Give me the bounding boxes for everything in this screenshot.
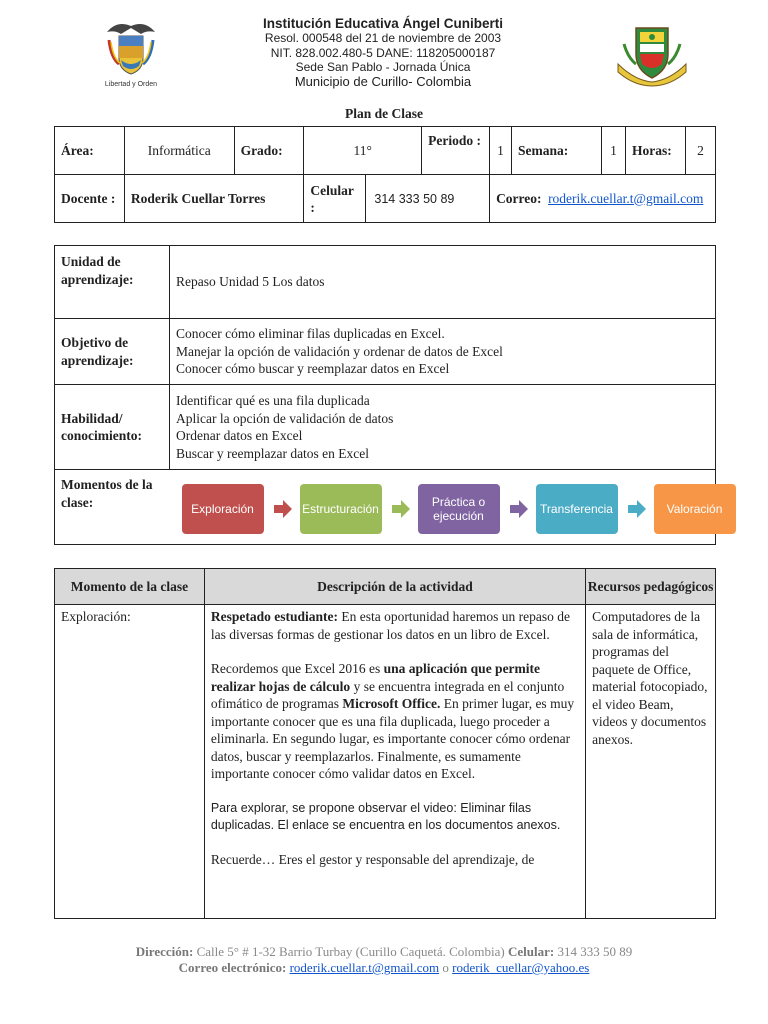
email-label: Correo: [496, 190, 542, 206]
page-title: Plan de Clase [344, 106, 423, 121]
footer-phone-label: Celular: [507, 944, 555, 959]
col-description-header: Descripción de la actividad [204, 569, 585, 605]
hours-label: Horas: [625, 127, 685, 175]
document-header [0, 14, 768, 96]
page-footer [0, 944, 768, 976]
week-label: Semana: [512, 127, 602, 175]
address-value: Calle 5° # 1-32 Barrio Turbay (Curillo Caquetá. Colombia) [193, 944, 508, 959]
objective-item: Conocer cómo buscar y reemplazar datos en Excel [176, 361, 450, 376]
municipality-line: Municipio de Curillo- Colombia [294, 73, 472, 89]
description-paragraph-4: Recuerde… Eres el gestor y responsable del aprendizaje, de [210, 851, 535, 867]
activity-row [55, 605, 716, 919]
skill-item: Identificar qué es una fila duplicada [176, 393, 370, 408]
nit-line: NIT. 828.002.480-5 DANE: 118205000187 [270, 45, 496, 60]
institution-block [190, 16, 576, 89]
phone-value: 314 333 50 89 [374, 191, 455, 206]
unit-label: Unidad de aprendizaje: [55, 246, 170, 319]
activities-header-row [55, 569, 716, 605]
week-value: 1 [601, 127, 625, 175]
moments-flow [170, 471, 723, 543]
greeting-bold: Respetado estudiante: [210, 609, 338, 624]
col-resources-header: Recursos pedagógicos [586, 569, 716, 605]
activity-description [204, 605, 585, 919]
colombia-coat-of-arms [100, 18, 162, 96]
crest-motto: Libertad y Orden [104, 81, 158, 88]
info-row-2 [55, 175, 716, 223]
address-label: Dirección: [135, 944, 194, 959]
right-arrow-icon [628, 500, 646, 518]
skill-item: Ordenar datos en Excel [176, 428, 303, 443]
skill-item: Aplicar la opción de validación de datos [176, 410, 394, 426]
skill-item: Buscar y reemplazar datos en Excel [176, 445, 370, 461]
unit-row [55, 246, 716, 319]
period-value: 1 [490, 127, 512, 175]
institution-name: Institución Educativa Ángel Cuniberti [262, 16, 504, 31]
description-paragraph-2: Recordemos que Excel 2016 es una aplicación que permite realizar hojas de cálculo y se encuentra integrada en el conjunto ofimático de programas Microsoft Office. En primer lugar, es muy importante conocer que es una fila duplicada, luego proceder a eliminarla. En segundo lugar, es importante conocer cómo ordenar datos, buscar y reemplazarlos. Finalmente, es sumamente importante conocer cómo validar datos en Excel. [210, 661, 575, 781]
skill-list [170, 385, 716, 470]
footer-address-line [0, 944, 768, 960]
description-paragraph-1: Respetado estudiante: En esta oportunidad haremos un repaso de las diversas formas de gestionar los datos en un libro de Excel. [210, 609, 571, 642]
right-arrow-icon [392, 500, 410, 518]
footer-email-link-2[interactable]: roderik_cuellar@yahoo.es [452, 960, 590, 975]
email-link[interactable]: roderik.cuellar.t@gmail.com [548, 190, 704, 206]
sede-line: Sede San Pablo - Jornada Única [295, 60, 471, 74]
footer-phone-value: 314 333 50 89 [554, 944, 633, 959]
moment-box-practice: Práctica o ejecución [418, 484, 500, 534]
objective-item: Manejar la opción de validación y ordenar de datos de Excel [176, 343, 503, 359]
moment-box-exploration: Exploración [182, 484, 264, 534]
period-label: Periodo : [422, 127, 490, 175]
right-arrow-icon [274, 500, 292, 518]
skill-label: Habilidad/ conocimiento: [55, 385, 170, 470]
activity-moment: Exploración: [55, 605, 205, 919]
condor-crest-icon [103, 18, 159, 80]
moment-box-transfer: Transferencia [536, 484, 618, 534]
email-cell [490, 175, 716, 223]
teacher-label: Docente : [55, 175, 125, 223]
objective-list [170, 319, 716, 385]
moments-row [55, 470, 716, 545]
footer-email-line: Correo electrónico: roderik.cuellar.t@gmail.com o roderik_cuellar@yahoo.es [178, 960, 590, 975]
resolution-line: Resol. 000548 del 21 de noviembre de 2003 [264, 31, 502, 45]
moment-box-assessment: Valoración [654, 484, 736, 534]
school-shield-icon [614, 24, 690, 90]
moments-label: Momentos de la clase: [55, 470, 170, 545]
moment-box-structuring: Estructuración [300, 484, 382, 534]
footer-email-link-1[interactable]: roderik.cuellar.t@gmail.com [289, 960, 440, 975]
objective-item: Conocer cómo eliminar filas duplicadas en Excel. [176, 326, 445, 341]
description-paragraph-3: Para explorar, se propone observar el video: Eliminar filas duplicadas. El enlace se encuentra en los documentos anexos. [210, 800, 561, 832]
plan-table [54, 245, 723, 545]
objective-label: Objetivo de aprendizaje: [55, 319, 170, 385]
col-moment-header: Momento de la clase [55, 569, 205, 605]
unit-value: Repaso Unidad 5 Los datos [170, 246, 716, 319]
phone-cell [304, 175, 490, 223]
grade-value: 11° [304, 127, 422, 175]
grade-label: Grado: [234, 127, 304, 175]
area-value: Informática [124, 127, 234, 175]
footer-email-label: Correo electrónico: [178, 960, 287, 975]
info-row-1 [55, 127, 716, 175]
skill-row [55, 385, 716, 470]
moments-flow-cell [170, 470, 723, 545]
teacher-value: Roderik Cuellar Torres [124, 175, 304, 223]
objective-row [55, 319, 716, 385]
activity-resources: Computadores de la sala de informática, programas del paquete de Office, material fotocopiado, el video Beam, videos y documentos anexos. [586, 605, 716, 919]
area-label: Área: [55, 127, 125, 175]
general-info-table [54, 126, 716, 223]
right-arrow-icon [510, 500, 528, 518]
phone-label: Celular : [304, 175, 366, 222]
hours-value: 2 [685, 127, 715, 175]
activities-table [54, 568, 716, 919]
